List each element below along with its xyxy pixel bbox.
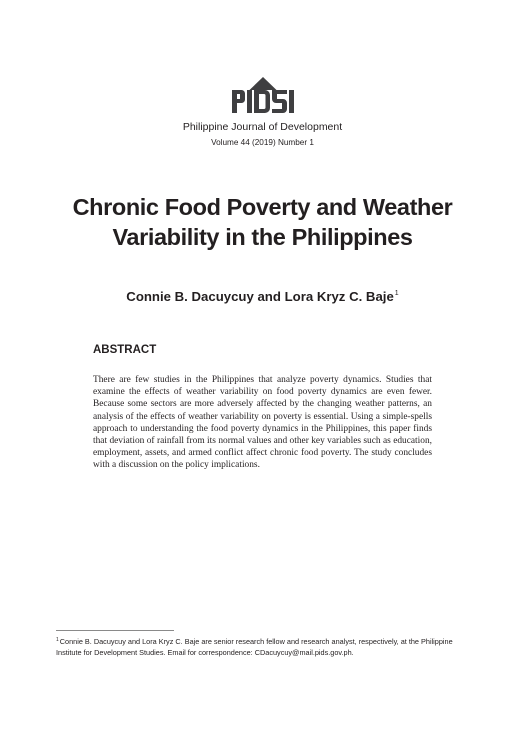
abstract-heading: ABSTRACT — [93, 344, 157, 356]
article-title: Chronic Food Poverty and Weather Variability in the Philippines — [72, 194, 453, 250]
author-footnote-marker: 1 — [394, 290, 399, 297]
footnote-text: Connie B. Dacuycuy and Lora Kryz C. Baje are senior research fellow and research analyst, respectively, at the Philippine Institute for Development Studies. Email for correspondence: CDacuycuy@mail.pids.gov.ph. — [56, 637, 453, 657]
pids-logo-icon — [232, 77, 294, 113]
footnote-marker: 1 — [56, 637, 59, 643]
footnote-divider — [56, 630, 174, 631]
author-names: Connie B. Dacuycuy and Lora Kryz C. Baje — [126, 289, 394, 304]
journal-name: Philippine Journal of Development — [182, 121, 343, 133]
abstract-body: There are few studies in the Philippines that analyze poverty dynamics. Studies that examine the effects of weather variability on food poverty dynamics are even fewer. Because some sectors are more adversely affected by the changing weather patterns, an analysis of the effects of weather variability on poverty is essential. Using a simple-spells approach to understanding the food poverty dynamics in the Philippines, this paper finds that deviation of rainfall from its normal values and other key variables such as education, employment, assets, and armed conflict affect chronic food poverty. The study concludes with a discussion on the policy implications. — [93, 375, 432, 471]
article-authors — [0, 289, 525, 304]
footnote — [56, 635, 471, 659]
journal-volume: Volume 44 (2019) Number 1 — [211, 138, 314, 147]
